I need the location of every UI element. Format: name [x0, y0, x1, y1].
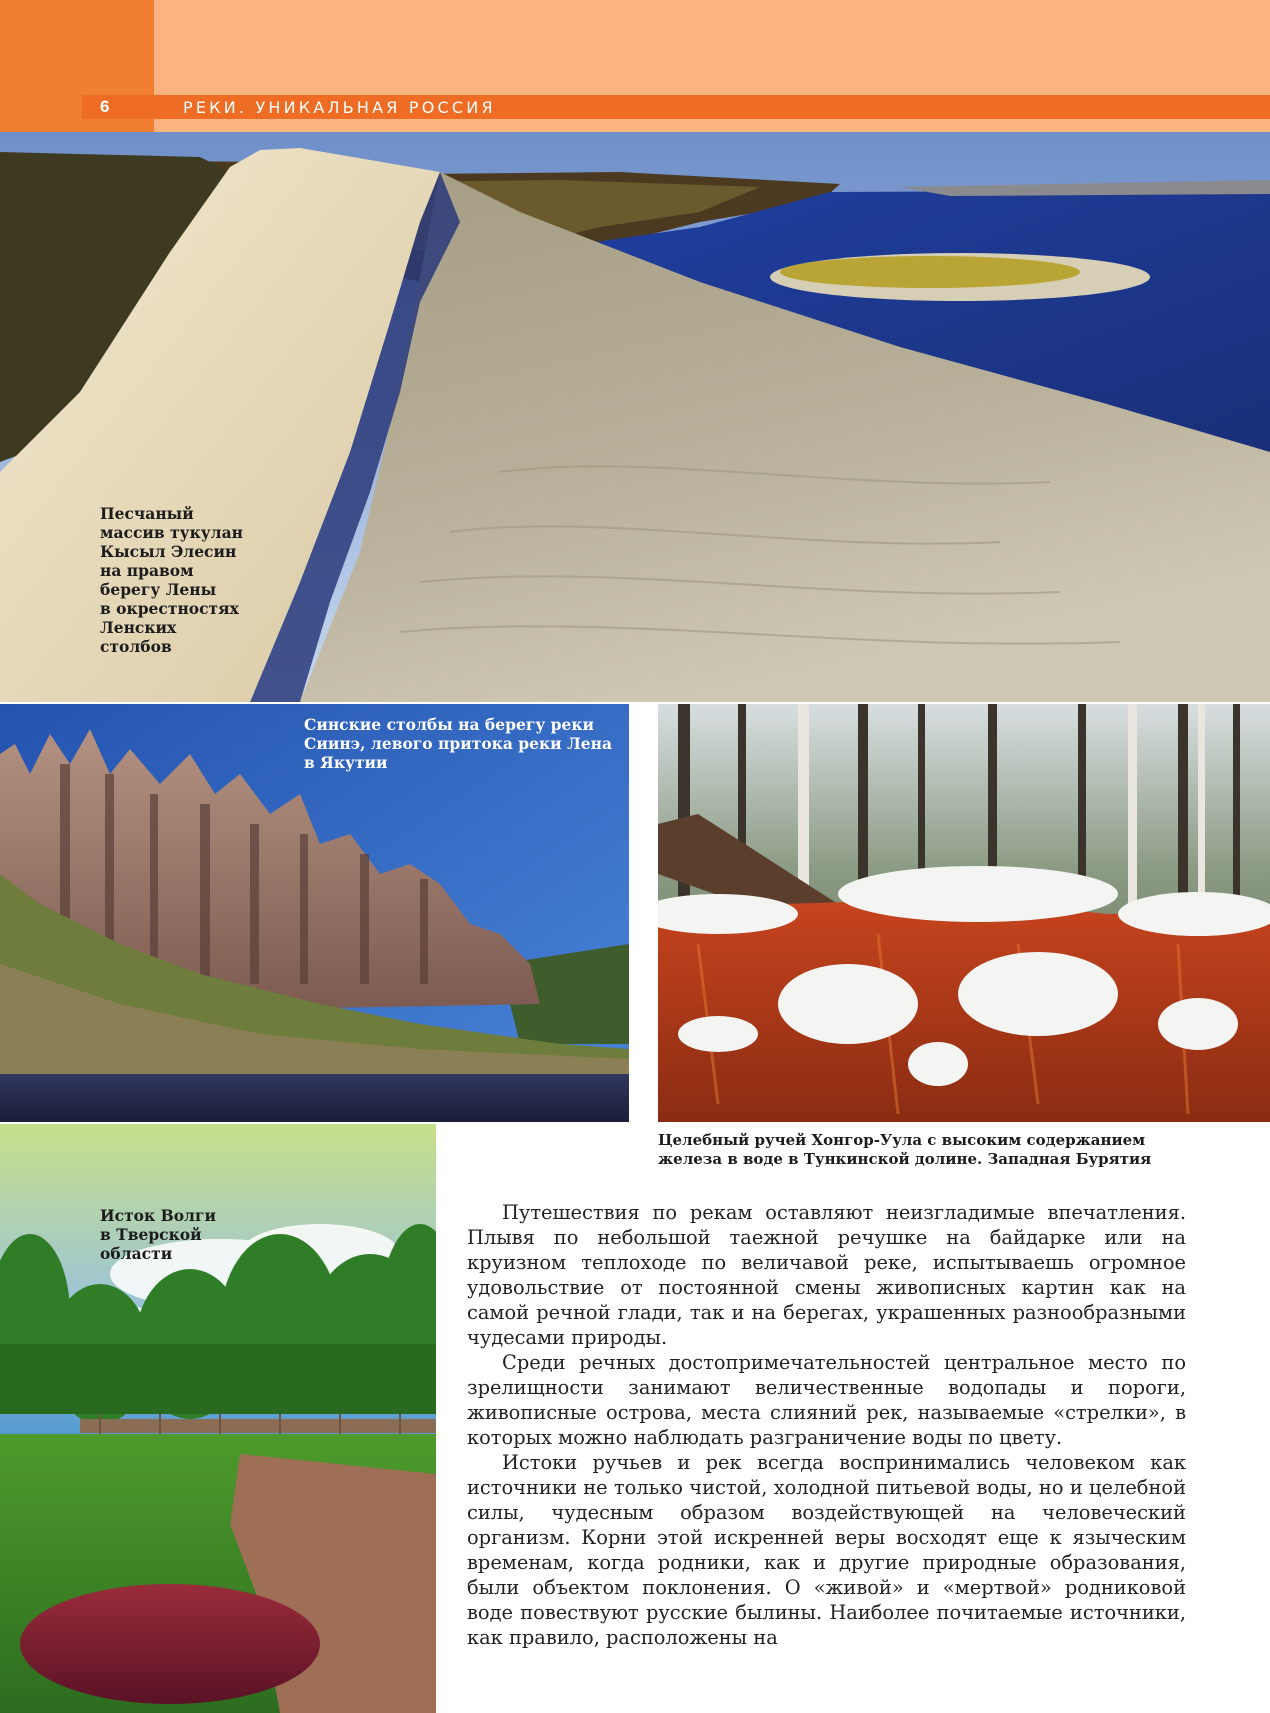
caption-line: в окрестностях: [100, 599, 239, 618]
caption-sinsk-pillars: [304, 715, 612, 772]
caption-volga-source: [100, 1206, 216, 1263]
caption-line: железа в воде в Тункинской долине. Западная Бурятия: [658, 1150, 1152, 1168]
photo-volga-source: [0, 1124, 436, 1713]
caption-line: Синские столбы на берегу реки: [304, 715, 595, 734]
caption-sand-dune: [100, 504, 243, 656]
caption-line: Кысыл Элесин: [100, 542, 237, 561]
caption-line: Сиинэ, левого притока реки Лена: [304, 734, 613, 753]
caption-line: массив тукулан: [100, 523, 244, 542]
photo-sand-dune: [0, 132, 1270, 702]
caption-line: берегу Лены: [100, 580, 217, 599]
caption-line: на правом: [100, 561, 194, 580]
caption-line: Песчаный: [100, 504, 194, 523]
paragraph: Путешествия по рекам оставляют неизгладимые впечатления. Плывя по небольшой таежной речушке на байдарке или на круизном теплоходе по величавой реке, испытываешь огромное удовольствие от постоянной смены живописных картин как на самой речной глади, так и на берегах, украшенных разнообразными чудесами природы.: [467, 1201, 1186, 1349]
caption-line: Целебный ручей Хонгор-Уула с высоким содержанием: [658, 1131, 1146, 1149]
caption-line: в Тверской: [100, 1225, 202, 1244]
paragraph: Истоки ручьев и рек всегда воспринимались человеком как источники не только чистой, холодной питьевой воды, но и целебной силы, чудесным образом воздействующей на человеческий организм. Корни этой искренней веры восходят еще к языческим временам, когда родники, как и другие природные образования, были объектом поклонения. О «живой» и «мертвой» родниковой воде повествуют русские былины. Наиболее почитаемые источники, как правило, расположены на: [467, 1451, 1186, 1649]
page-header: [0, 0, 1270, 132]
running-title: РЕКИ. УНИКАЛЬНАЯ РОССИЯ: [183, 98, 496, 117]
caption-line: Исток Волги: [100, 1206, 216, 1225]
caption-line: Ленских: [100, 618, 177, 637]
photo-healing-stream: [658, 704, 1270, 1122]
paragraph: Среди речных достопримечательностей центральное место по зрелищности занимают величественные водопады и пороги, живописные острова, места слияний рек, называемые «стрелки», в которых можно наблюдать разграничение воды по цвету.: [467, 1351, 1186, 1449]
article-body: [467, 1200, 1186, 1650]
photo-sinsk-pillars: [0, 704, 629, 1122]
caption-line: в Якутии: [304, 753, 388, 772]
caption-line: области: [100, 1244, 173, 1263]
caption-healing-stream: [658, 1131, 1151, 1169]
caption-line: столбов: [100, 637, 172, 656]
page-number: 6: [100, 97, 110, 116]
